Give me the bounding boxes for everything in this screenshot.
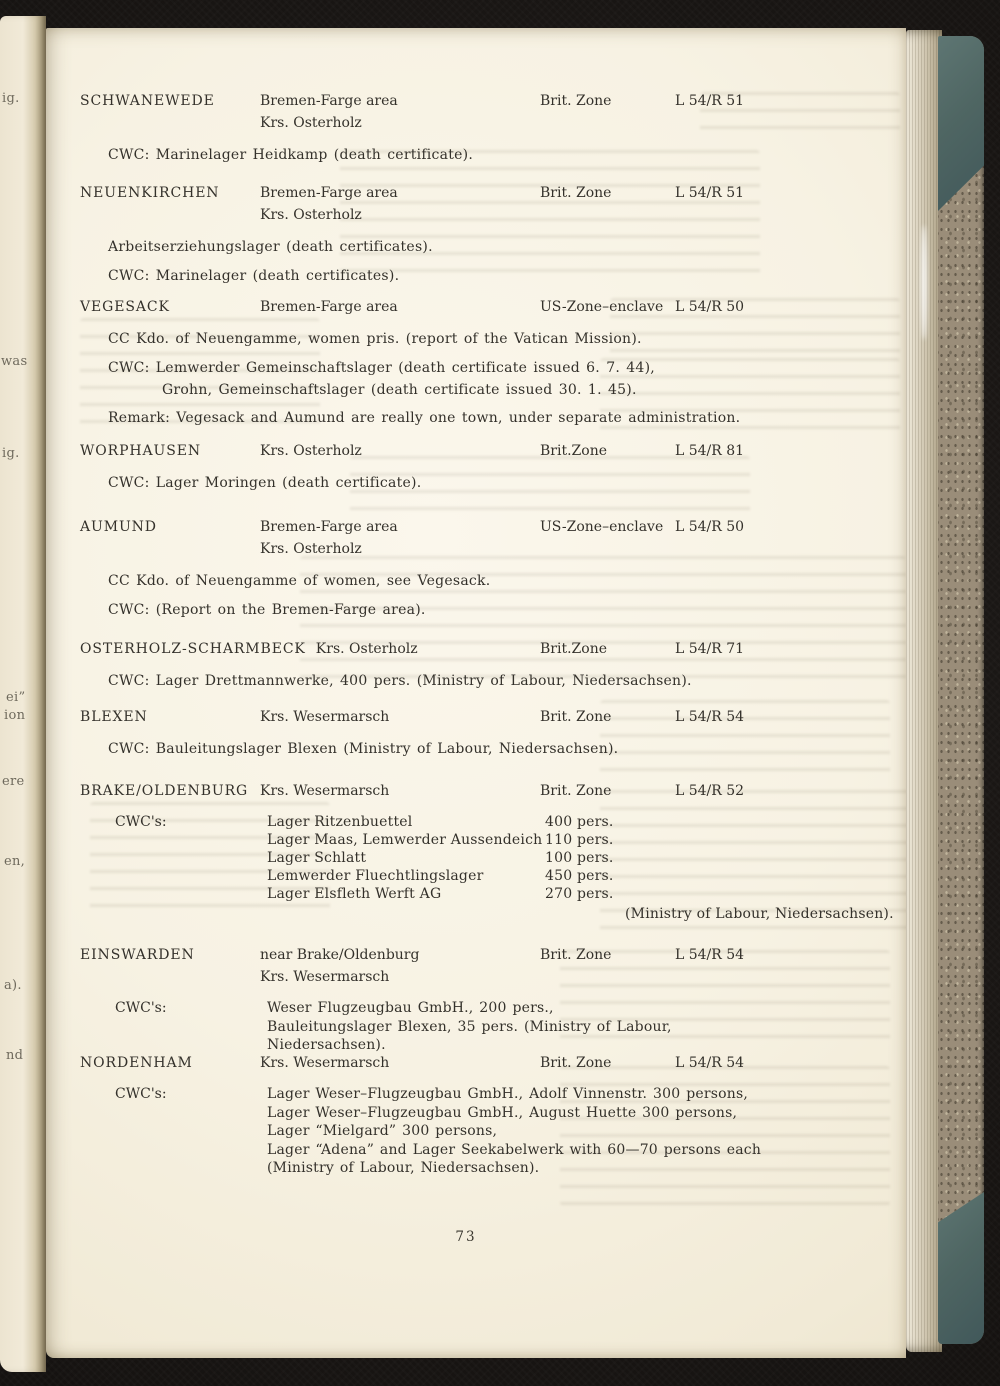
camp-size: 450 pers. <box>545 868 614 884</box>
place-name: VEGESACK <box>80 299 170 315</box>
place-location: Bremen-Farge area <box>260 299 398 315</box>
camp-note: CWC: Lager Drettmannwerke, 400 pers. (Ministry of Labour, Niedersachsen). <box>108 673 692 689</box>
entry-brake-oldenburg <box>80 780 894 923</box>
occupation-zone: Brit. Zone <box>540 709 612 725</box>
cwc-label: CWC's: <box>115 814 167 830</box>
entry-header <box>80 780 775 802</box>
place-location: Bremen-Farge area Krs. Osterholz <box>260 93 398 131</box>
page-curl-highlight <box>921 225 927 340</box>
entry-vegesack <box>80 296 775 429</box>
margin-fragment: ig. <box>2 91 20 106</box>
page-stack-edge <box>906 30 942 1352</box>
margin-fragment: ion <box>4 708 26 723</box>
map-reference: L 54/R 71 <box>675 641 745 657</box>
entry-header <box>80 440 775 462</box>
camp-note: Arbeitserziehungslager (death certificates). <box>108 239 433 255</box>
camp-line: Lager “Adena” and Lager Seekabelwerk with 60—70 persons each (Ministry of Labour, Niedersachsen). <box>267 1141 762 1176</box>
camp-line: Weser Flugzeugbau GmbH., 200 pers., <box>267 1000 554 1016</box>
camp-name: Lager Elsfleth Werft AG <box>267 886 442 902</box>
ministry-attribution: (Ministry of Labour, Niedersachsen). <box>625 906 894 922</box>
map-reference: L 54/R 54 <box>675 947 745 963</box>
place-name: NORDENHAM <box>80 1055 193 1071</box>
camp-note: CWC: (Report on the Bremen-Farge area). <box>108 602 426 618</box>
occupation-zone: Brit. Zone <box>540 1055 612 1071</box>
table-row <box>267 885 842 903</box>
cover-corner-bottom <box>938 1192 984 1344</box>
camp-note: CWC: Lager Moringen (death certificate). <box>108 475 422 491</box>
entry-schwanewede <box>80 90 775 166</box>
entry-nordenham <box>80 1052 775 1178</box>
page-content <box>46 28 906 1358</box>
map-reference: L 54/R 50 <box>675 299 745 315</box>
entry-header <box>80 944 775 988</box>
table-row <box>267 831 842 849</box>
entry-osterholz-scharmbeck <box>80 638 775 692</box>
camp-note: CC Kdo. of Neuengamme, women pris. (report of the Vatican Mission). <box>108 331 642 347</box>
entry-header <box>80 182 775 226</box>
camp-table <box>267 813 894 923</box>
occupation-zone: Brit. Zone <box>540 185 612 201</box>
entry-header <box>80 90 775 134</box>
margin-fragment: ig. <box>2 446 20 461</box>
map-reference: L 54/R 52 <box>675 783 745 799</box>
camp-line: Lager Weser–Flugzeugbau GmbH., August Huette 300 persons, <box>267 1104 738 1121</box>
margin-fragment: nd <box>6 1048 24 1063</box>
place-name: NEUENKIRCHEN <box>80 185 220 201</box>
page-number: 73 <box>455 1229 477 1245</box>
entry-header <box>80 516 775 560</box>
occupation-zone: US-Zone–enclave <box>540 299 664 315</box>
map-reference: L 54/R 51 <box>675 93 745 109</box>
place-location: Bremen-Farge area Krs. Osterholz <box>260 519 398 557</box>
entry-neuenkirchen <box>80 182 775 287</box>
camp-note: Grohn, Gemeinschaftslager (death certificate issued 30. 1. 45). <box>162 382 637 398</box>
place-location: Krs. Osterholz <box>260 443 362 459</box>
cwc-list <box>80 1085 775 1178</box>
place-location: Bremen-Farge area Krs. Osterholz <box>260 185 398 223</box>
book-page <box>46 28 906 1358</box>
map-reference: L 54/R 50 <box>675 519 745 535</box>
entry-aumund <box>80 516 775 621</box>
entry-einswarden <box>80 944 775 1055</box>
entry-blexen <box>80 706 775 760</box>
remark-note: Remark: Vegesack and Aumund are really one town, under separate administration. <box>108 410 741 426</box>
entry-header <box>80 296 775 318</box>
camp-note: CWC: Lemwerder Gemeinschaftslager (death certificate issued 6. 7. 44), <box>108 360 655 376</box>
place-location: near Brake/Oldenburg Krs. Wesermarsch <box>260 947 420 985</box>
cwc-list <box>80 813 894 923</box>
cwc-list <box>80 999 775 1055</box>
camp-line: Lager “Mielgard” 300 persons, <box>267 1123 498 1139</box>
camp-note: CWC: Marinelager Heidkamp (death certificate). <box>108 147 474 163</box>
camp-note: CWC: Bauleitungslager Blexen (Ministry of Labour, Niedersachsen). <box>108 741 619 757</box>
place-name: SCHWANEWEDE <box>80 93 215 109</box>
camp-name: Lager Schlatt <box>267 850 367 866</box>
place-location: Krs. Wesermarsch <box>260 1055 390 1071</box>
table-row <box>267 849 842 867</box>
margin-fragment: en, <box>4 854 26 869</box>
map-reference: L 54/R 54 <box>675 1055 745 1071</box>
cwc-label: CWC's: <box>115 1000 167 1016</box>
entry-header <box>80 638 775 660</box>
place-name: BRAKE/OLDENBURG <box>80 783 249 799</box>
place-location: Krs. Wesermarsch <box>260 783 390 799</box>
entry-worphausen <box>80 440 775 494</box>
occupation-zone: US-Zone–enclave <box>540 519 664 535</box>
entry-header <box>80 1052 775 1074</box>
map-reference: L 54/R 81 <box>675 443 745 459</box>
occupation-zone: Brit. Zone <box>540 947 612 963</box>
table-row <box>267 867 842 885</box>
camp-size: 270 pers. <box>545 886 614 902</box>
place-location: Krs. Osterholz <box>315 641 418 657</box>
occupation-zone: Brit. Zone <box>540 93 612 109</box>
camp-line: Bauleitungslager Blexen, 35 pers. (Ministry of Labour, Niedersachsen). <box>267 1018 672 1053</box>
occupation-zone: Brit.Zone <box>540 443 607 459</box>
map-reference: L 54/R 54 <box>675 709 745 725</box>
camp-size: 110 pers. <box>545 832 614 848</box>
camp-name: Lager Maas, Lemwerder Aussendeich <box>267 832 543 848</box>
occupation-zone: Brit.Zone <box>540 641 607 657</box>
camp-name: Lager Ritzenbuettel <box>267 814 413 830</box>
camp-name: Lemwerder Fluechtlingslager <box>267 868 484 884</box>
entry-header <box>80 706 775 728</box>
margin-fragment: was <box>1 354 28 369</box>
camp-line: Lager Weser–Flugzeugbau GmbH., Adolf Vinnenstr. 300 persons, <box>267 1086 749 1102</box>
place-name: AUMUND <box>80 519 157 535</box>
camp-size: 100 pers. <box>545 850 614 866</box>
occupation-zone: Brit. Zone <box>540 783 612 799</box>
place-location: Krs. Wesermarsch <box>260 709 390 725</box>
camp-note: CC Kdo. of Neuengamme of women, see Vegesack. <box>108 573 491 589</box>
place-name: OSTERHOLZ-SCHARMBECK <box>80 641 306 657</box>
cover-corner-top <box>938 36 984 211</box>
place-name: EINSWARDEN <box>80 947 195 963</box>
margin-fragment: ei” <box>6 690 26 705</box>
camp-lines <box>267 999 775 1055</box>
camp-size: 400 pers. <box>545 814 614 830</box>
place-name: WORPHAUSEN <box>80 443 202 459</box>
table-row <box>267 813 842 831</box>
facing-page-edge <box>0 16 46 1372</box>
margin-fragment: a). <box>4 978 22 993</box>
camp-lines <box>267 1085 775 1178</box>
camp-note: CWC: Marinelager (death certificates). <box>108 268 400 284</box>
cwc-label: CWC's: <box>115 1086 167 1102</box>
book-cover-board <box>938 36 984 1344</box>
margin-fragment: ere <box>2 774 25 789</box>
place-name: BLEXEN <box>80 709 148 725</box>
map-reference: L 54/R 51 <box>675 185 745 201</box>
